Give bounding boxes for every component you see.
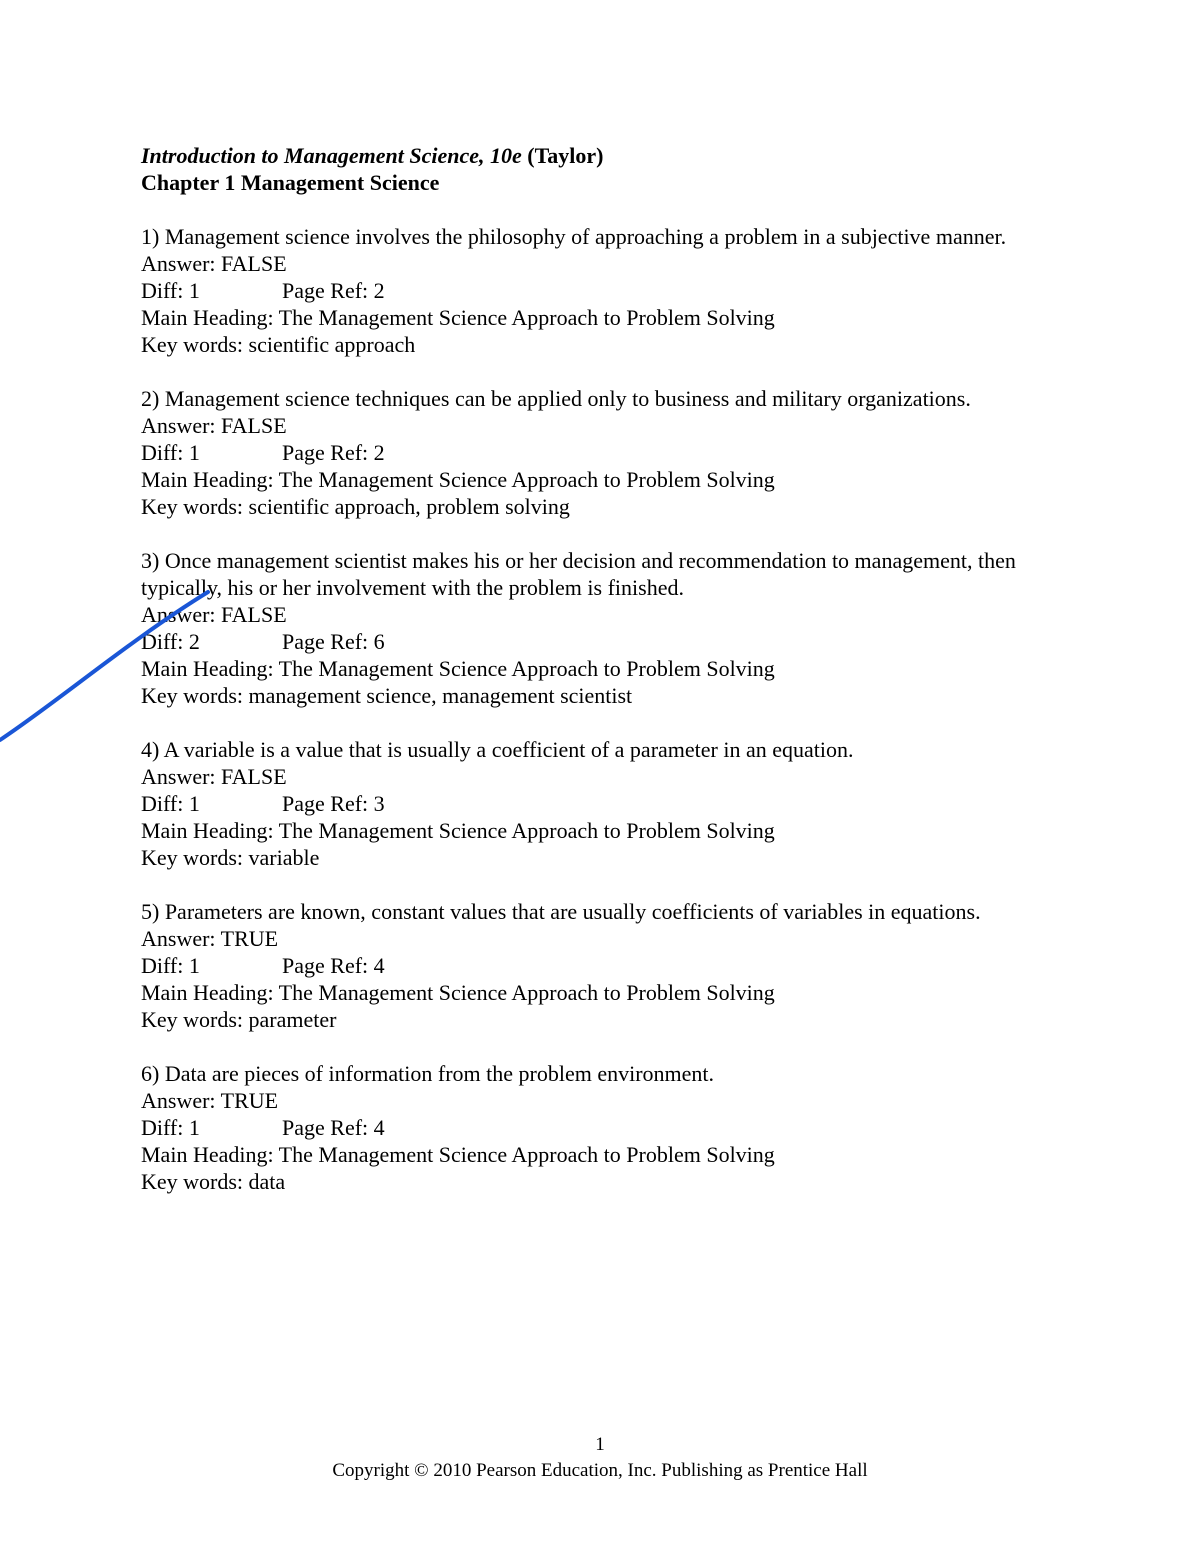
question-difficulty: Diff: 1 bbox=[141, 440, 200, 465]
question-key-words: Key words: data bbox=[141, 1169, 286, 1194]
question-page-ref: Page Ref: 2 bbox=[282, 278, 385, 303]
question-difficulty: Diff: 2 bbox=[141, 629, 200, 654]
question-difficulty: Diff: 1 bbox=[141, 953, 200, 978]
question-page-ref: Page Ref: 4 bbox=[282, 1115, 385, 1140]
question-key-words: Key words: scientific approach bbox=[141, 332, 416, 357]
question-key-words: Key words: management science, management scientist bbox=[141, 683, 633, 708]
question-text: 1) Management science involves the philosophy of approaching a problem in a subjective manner. bbox=[141, 224, 1007, 249]
question-answer: Answer: TRUE bbox=[141, 926, 279, 951]
question-difficulty: Diff: 1 bbox=[141, 278, 200, 303]
question-text: 3) Once management scientist makes his or her decision and recommendation to management, then typically, his or her involvement with the problem is finished. bbox=[141, 548, 1016, 600]
copyright-notice: Copyright © 2010 Pearson Education, Inc. Publishing as Prentice Hall bbox=[332, 1460, 868, 1481]
question-main-heading: Main Heading: The Management Science Approach to Problem Solving bbox=[141, 467, 775, 492]
question-text: 4) A variable is a value that is usually a coefficient of a parameter in an equation. bbox=[141, 737, 854, 762]
question-meta-row bbox=[141, 628, 1141, 655]
question-meta-row bbox=[141, 439, 1141, 466]
question-page-ref: Page Ref: 3 bbox=[282, 791, 385, 816]
question-1 bbox=[141, 223, 1141, 358]
question-main-heading: Main Heading: The Management Science Approach to Problem Solving bbox=[141, 1142, 775, 1167]
question-text: 2) Management science techniques can be applied only to business and military organizations. bbox=[141, 386, 971, 411]
question-3 bbox=[141, 547, 1141, 709]
question-key-words: Key words: parameter bbox=[141, 1007, 337, 1032]
question-answer: Answer: FALSE bbox=[141, 251, 287, 276]
document-body bbox=[141, 142, 1141, 1222]
question-key-words: Key words: scientific approach, problem solving bbox=[141, 494, 570, 519]
question-2 bbox=[141, 385, 1141, 520]
question-key-words: Key words: variable bbox=[141, 845, 320, 870]
document-title bbox=[141, 142, 1141, 169]
question-text: 6) Data are pieces of information from the problem environment. bbox=[141, 1061, 715, 1086]
question-meta-row bbox=[141, 277, 1141, 304]
chapter-title: Chapter 1 Management Science bbox=[141, 170, 440, 195]
question-main-heading: Main Heading: The Management Science Approach to Problem Solving bbox=[141, 980, 775, 1005]
question-answer: Answer: TRUE bbox=[141, 1088, 279, 1113]
question-5 bbox=[141, 898, 1141, 1033]
question-difficulty: Diff: 1 bbox=[141, 1115, 200, 1140]
question-main-heading: Main Heading: The Management Science Approach to Problem Solving bbox=[141, 656, 775, 681]
question-text: 5) Parameters are known, constant values that are usually coefficients of variables in equations. bbox=[141, 899, 981, 924]
question-page-ref: Page Ref: 2 bbox=[282, 440, 385, 465]
book-author: (Taylor) bbox=[527, 143, 604, 168]
question-answer: Answer: FALSE bbox=[141, 764, 287, 789]
question-meta-row bbox=[141, 1114, 1141, 1141]
question-main-heading: Main Heading: The Management Science Approach to Problem Solving bbox=[141, 305, 775, 330]
question-page-ref: Page Ref: 4 bbox=[282, 953, 385, 978]
book-title: Introduction to Management Science, 10e bbox=[141, 143, 522, 168]
question-meta-row bbox=[141, 790, 1141, 817]
question-meta-row bbox=[141, 952, 1141, 979]
question-4 bbox=[141, 736, 1141, 871]
page-number: 1 bbox=[595, 1434, 605, 1455]
question-page-ref: Page Ref: 6 bbox=[282, 629, 385, 654]
question-difficulty: Diff: 1 bbox=[141, 791, 200, 816]
question-answer: Answer: FALSE bbox=[141, 602, 287, 627]
question-6 bbox=[141, 1060, 1141, 1195]
question-answer: Answer: FALSE bbox=[141, 413, 287, 438]
question-main-heading: Main Heading: The Management Science Approach to Problem Solving bbox=[141, 818, 775, 843]
